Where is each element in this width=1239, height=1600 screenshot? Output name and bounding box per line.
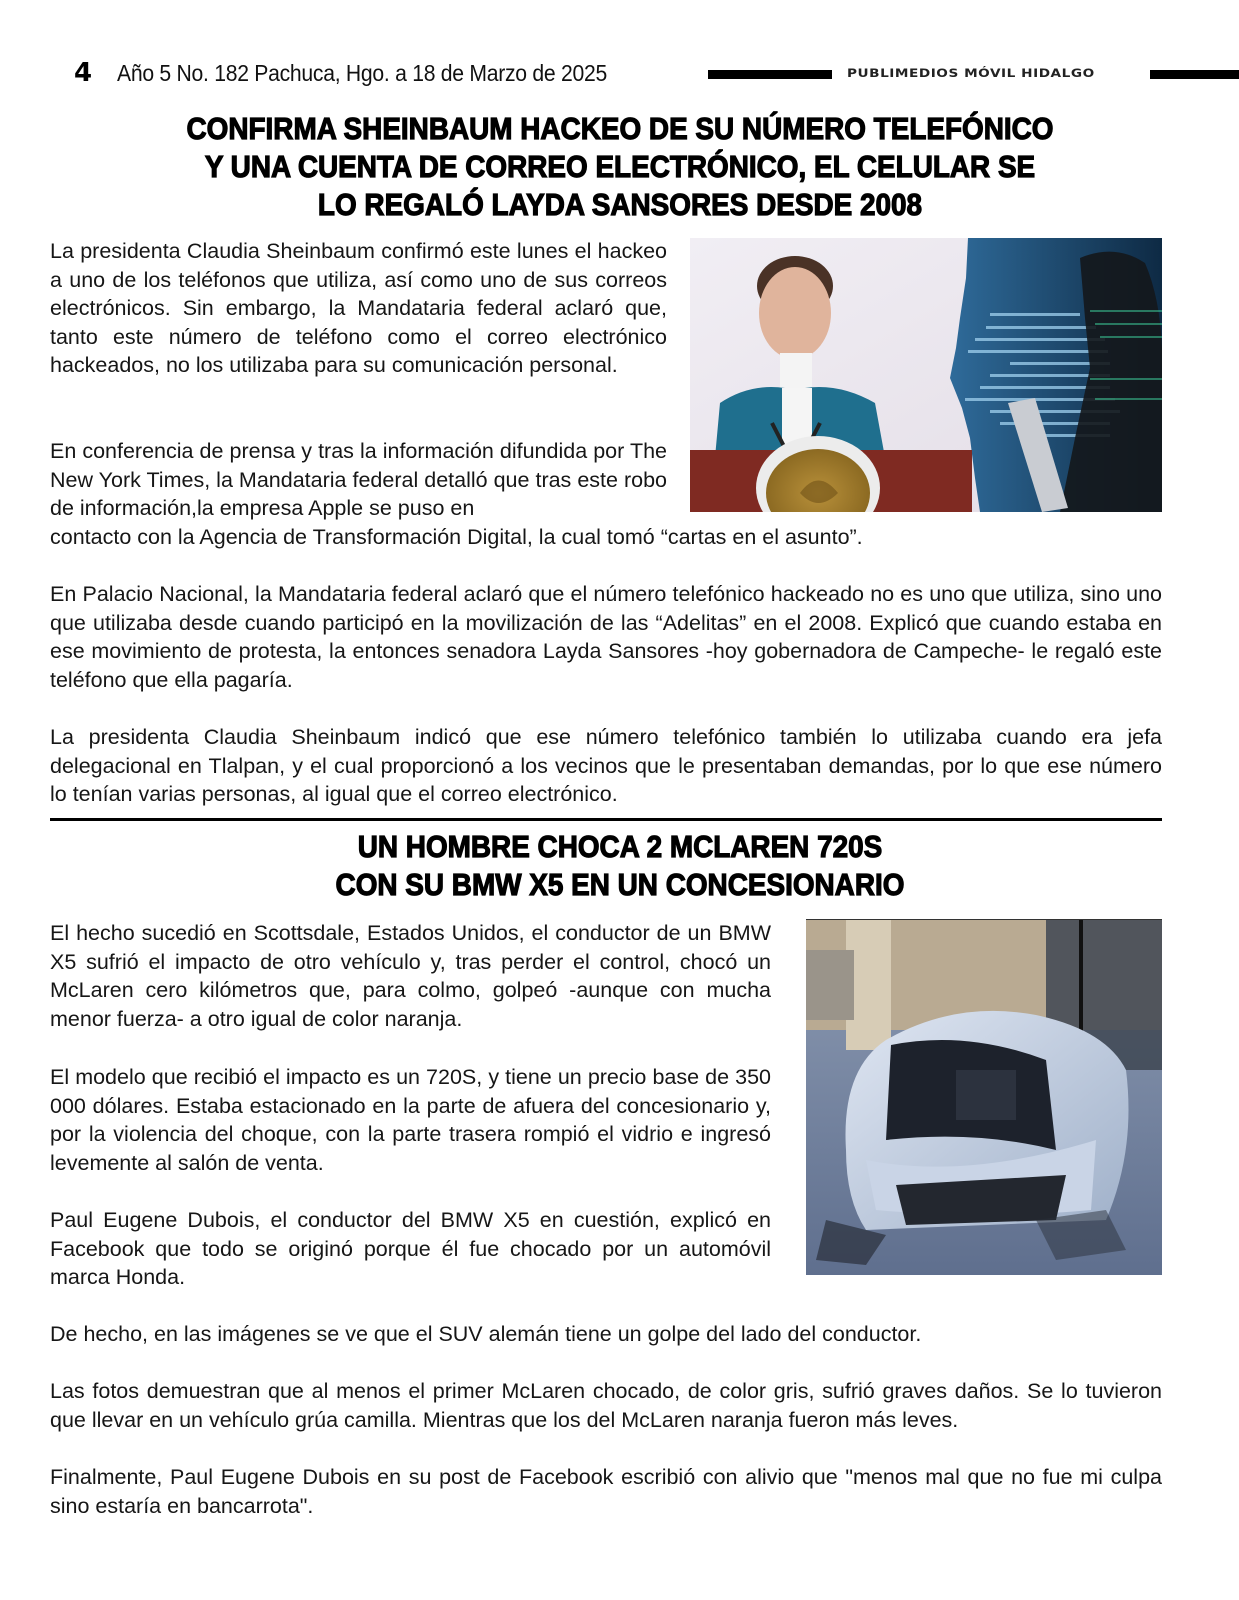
article2-paragraph: Paul Eugene Dubois, el conductor del BMW X5 en cuestión, explicó en Facebook que todo se originó porque él fue chocado por un automóvil marca Honda. (50, 1208, 771, 1290)
article1-headline (98, 110, 1142, 224)
issue-info: Año 5 No. 182 Pachuca, Hgo. a 18 de Marzo de 2025 (117, 60, 607, 86)
page-number: 4 (74, 58, 93, 88)
article2-paragraph: El hecho sucedió en Scottsdale, Estados Unidos, el conductor de un BMW X5 sufrió el impacto de otro vehículo y, tras perder el control, chocó un McLaren cero kilómetros que, para colmo, golpeó -aunque con mucha menor fuerza- a otro igual de color naranja. (50, 921, 771, 1031)
article2-headline (98, 828, 1142, 904)
article1-paragraph: La presidenta Claudia Sheinbaum indicó que ese número telefónico también lo utilizaba cuando era jefa delegacional en Tlalpan, y el cual proporcionó a los vecinos que le presentaban demandas, por lo que ese número lo tenían varias personas, al igual que el correo electrónico. (50, 725, 1162, 807)
sheinbaum-hacker-photo (690, 238, 1162, 512)
photo-illustration (690, 238, 1162, 512)
article2-paragraph: El modelo que recibió el impacto es un 720S, y tiene un precio base de 350 000 dólares. Estaba estacionado en la parte de afuera del concesionario y, por la violencia del choque, con la parte trasera rompió el vidrio e ingresó levemente al salón de venta. (50, 1065, 771, 1175)
article2-paragraph: Las fotos demuestran que al menos el primer McLaren chocado, de color gris, sufrió graves daños. Se lo tuvieron que llevar en un vehículo grúa camilla. Mientras que los del McLaren naranja fueron más leves. (50, 1379, 1162, 1432)
header-bar-left (708, 70, 832, 79)
article2-paragraph: Finalmente, Paul Eugene Dubois en su post de Facebook escribió con alivio que "menos mal que no fue mi culpa sino estaría en bancarrota". (50, 1465, 1162, 1518)
article1-paragraph: contacto con la Agencia de Transformación Digital, la cual tomó “cartas en el asunto”. (50, 525, 863, 549)
headline-line: LO REGALÓ LAYDA SANSORES DESDE 2008 (317, 187, 923, 222)
article1-paragraph: En conferencia de prensa y tras la información difundida por The New York Times, la Mandataria federal detalló que tras este robo de información,la empresa Apple se puso en (50, 439, 667, 521)
article1-paragraph: En Palacio Nacional, la Mandataria federal aclaró que el número telefónico hackeado no es uno que utiliza, sino uno que utilizaba desde cuando participó en la movilización de las “Adelitas” en el 2008. Explicó que cuando estaba en ese movimiento de protesta, la entonces senadora Layda Sansores -hoy gobernadora de Campeche- le regaló este teléfono que ella pagaría. (50, 582, 1162, 692)
headline-line: CONFIRMA SHEINBAUM HACKEO DE SU NÚMERO TELEFÓNICO (186, 111, 1054, 146)
brand-name: PUBLIMEDIOS MÓVIL HIDALGO (847, 67, 1095, 81)
headline-line: Y UNA CUENTA DE CORREO ELECTRÓNICO, EL CELULAR SE (204, 149, 1036, 184)
article2-paragraph: De hecho, en las imágenes se ve que el SUV alemán tiene un golpe del lado del conductor. (50, 1322, 922, 1346)
headline-line: UN HOMBRE CHOCA 2 MCLAREN 720S (357, 829, 883, 864)
crashed-mclaren-photo (806, 919, 1162, 1275)
headline-line: CON SU BMW X5 EN UN CONCESIONARIO (335, 867, 905, 902)
article1-paragraph: La presidenta Claudia Sheinbaum confirmó este lunes el hackeo a uno de los teléfonos que utiliza, así como uno de sus correos electrónicos. Sin embargo, la Mandataria federal aclaró que, tanto este número de teléfono como el correo electrónico hackeados, no los utilizaba para su comunicación personal. (50, 239, 667, 378)
header-bar-right (1150, 70, 1239, 79)
photo-illustration (806, 920, 1162, 1275)
section-divider (50, 818, 1162, 821)
